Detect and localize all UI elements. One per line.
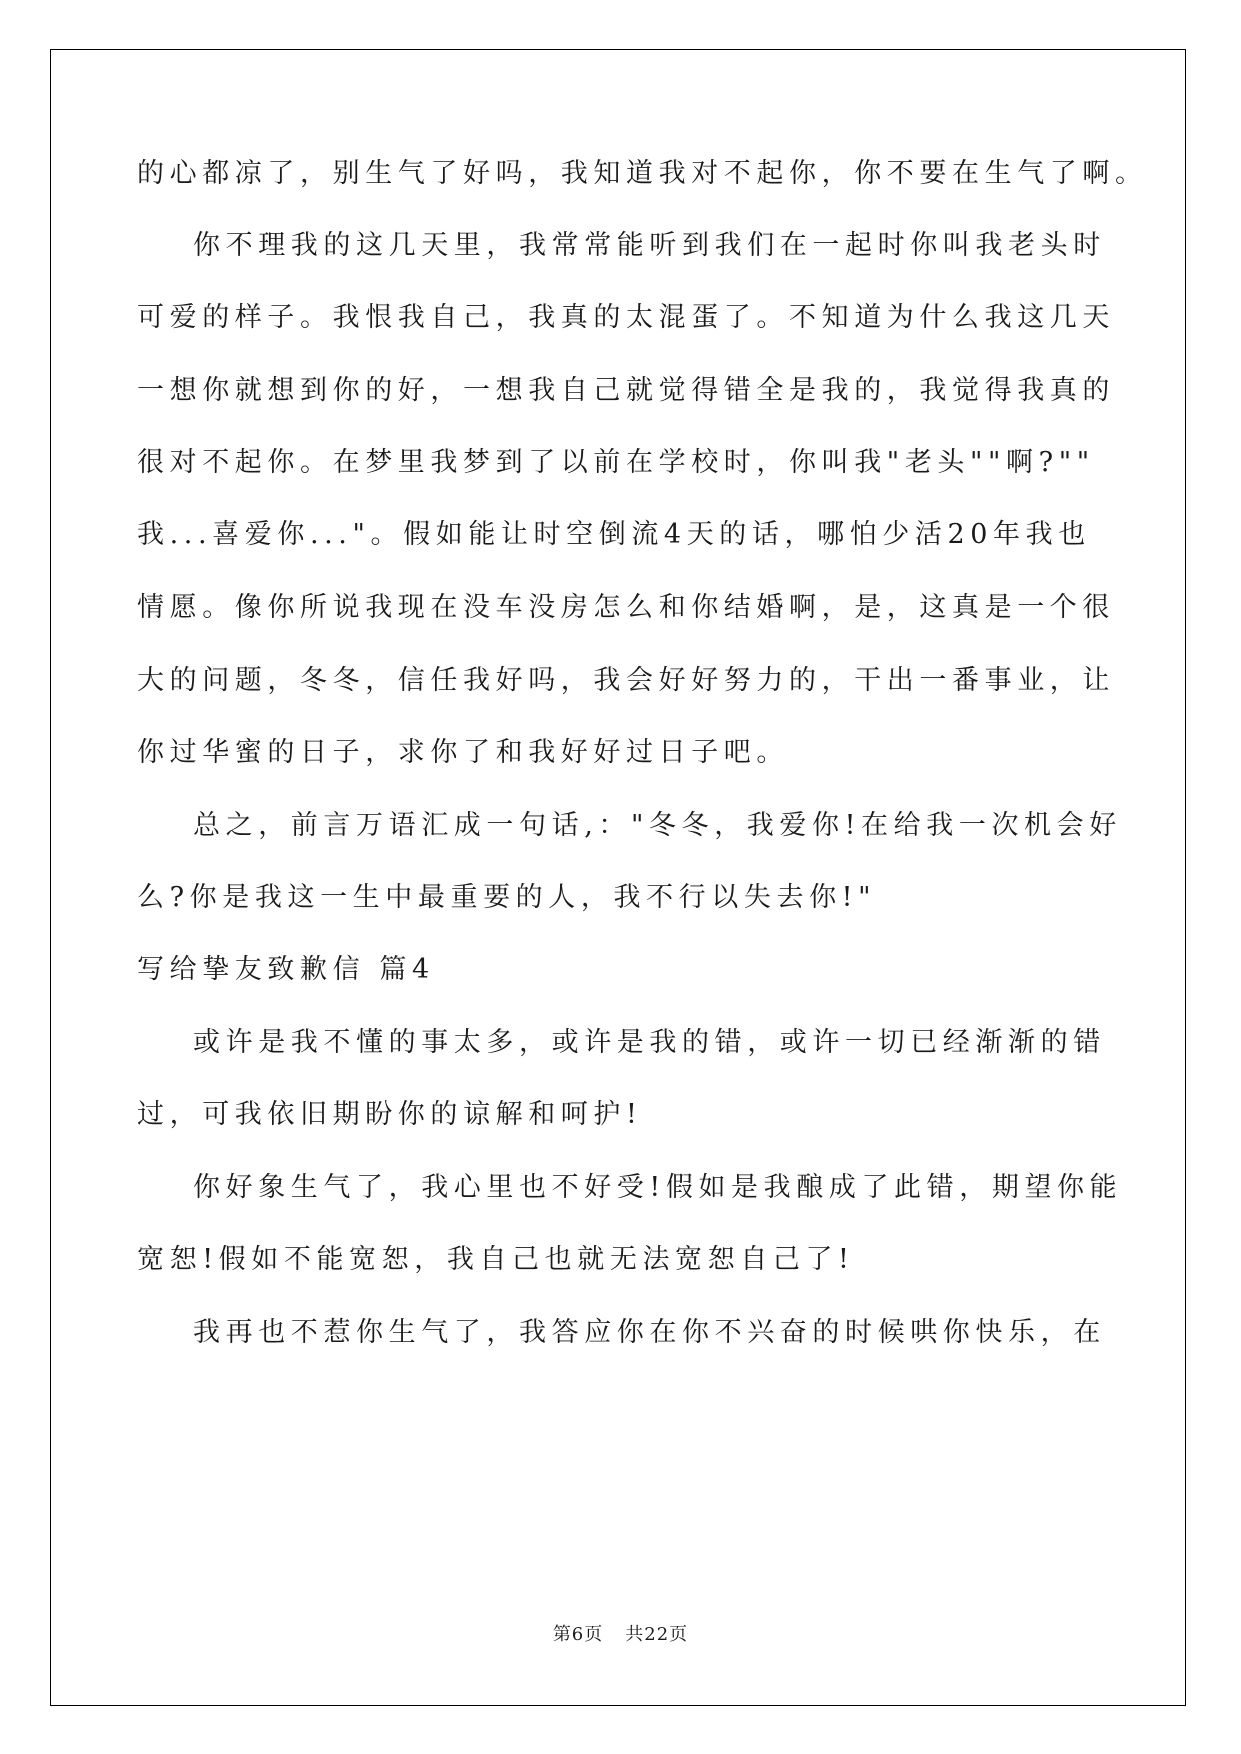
text-line: 情愿。像你所说我现在没车没房怎么和你结婚啊，是，这真是一个很 (137, 592, 1115, 623)
page-footer (0, 1620, 1241, 1646)
text-line: 我...喜爱你..."。假如能让时空倒流4天的话，哪怕少活20年我也 (137, 519, 1091, 550)
text-line: 你好象生气了，我心里也不好受!假如是我酿成了此错，期望你能 (193, 1172, 1123, 1203)
page-number: 第6页 (552, 1624, 604, 1645)
text-line: 我再也不惹你生气了，我答应你在你不兴奋的时候哄你快乐，在 (193, 1317, 1106, 1348)
text-line: 的心都凉了，别生气了好吗，我知道我对不起你，你不要在生气了啊。 (137, 158, 1148, 189)
text-line: 可爱的样子。我恨我自己，我真的太混蛋了。不知道为什么我这几天 (137, 302, 1115, 333)
page-total: 共22页 (625, 1624, 689, 1645)
text-line: 宽恕!假如不能宽恕，我自己也就无法宽恕自己了! (137, 1244, 855, 1275)
text-line: 一想你就想到你的好，一想我自己就觉得错全是我的，我觉得我真的 (137, 375, 1115, 406)
text-line: 过，可我依旧期盼你的谅解和呵护! (137, 1099, 643, 1130)
text-line: 你过华蜜的日子，求你了和我好好过日子吧。 (137, 737, 789, 768)
text-line: 么?你是我这一生中最重要的人，我不行以失去你!" (137, 882, 877, 913)
text-line: 你不理我的这几天里，我常常能听到我们在一起时你叫我老头时 (193, 230, 1106, 261)
text-line: 大的问题，冬冬，信任我好吗，我会好好努力的，干出一番事业，让 (137, 665, 1115, 696)
text-line: 或许是我不懂的事太多，或许是我的错，或许一切已经渐渐的错 (193, 1027, 1106, 1058)
section-heading: 写给挚友致歉信 篇4 (137, 954, 435, 985)
text-line: 很对不起你。在梦里我梦到了以前在学校时，你叫我"老头""啊?"" (137, 447, 1095, 478)
text-line: 总之，前言万语汇成一句话,："冬冬，我爱你!在给我一次机会好 (193, 810, 1122, 841)
